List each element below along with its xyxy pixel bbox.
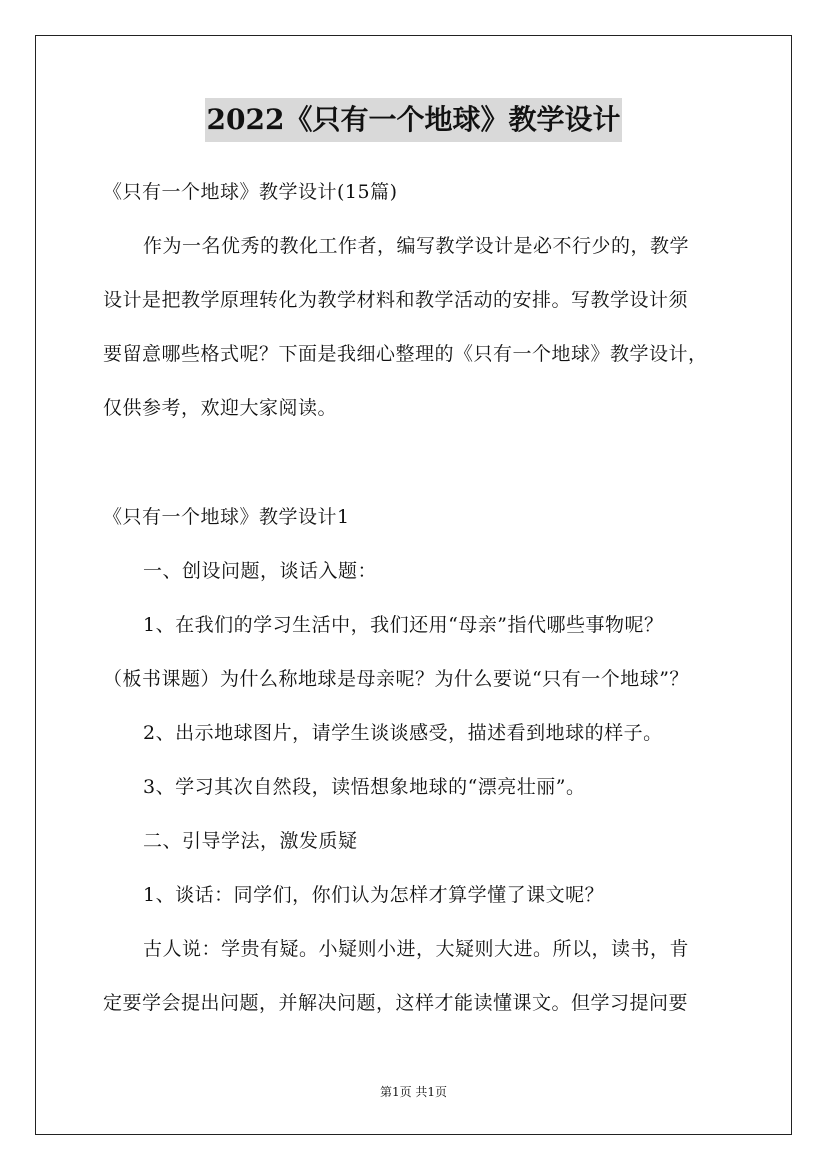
paragraph-line: 二、引导学法，激发质疑 <box>143 830 358 852</box>
paragraph-line: 1、在我们的学习生活中，我们还用“母亲”指代哪些事物呢？ <box>143 614 664 636</box>
paragraph-line: 定要学会提出问题，并解决问题，这样才能读懂课文。但学习提问要 <box>103 992 689 1014</box>
title-container <box>0 98 827 142</box>
paragraph-line: （板书课题）为什么称地球是母亲呢？为什么要说“只有一个地球”？ <box>103 668 689 690</box>
document-subtitle: 《只有一个地球》教学设计(15篇) <box>103 181 398 203</box>
page-footer: 第1页 共1页 <box>379 1085 448 1099</box>
paragraph-line: 作为一名优秀的教化工作者，编写教学设计是必不行少的，教学 <box>143 235 690 257</box>
paragraph-line: 一、创设问题，谈话入题： <box>143 560 378 582</box>
document-title: 2022《只有一个地球》教学设计 <box>205 98 623 142</box>
paragraph-line: 设计是把教学原理转化为教学材料和教学活动的安排。写教学设计须 <box>103 289 689 311</box>
paragraph-line: 1、谈话：同学们，你们认为怎样才算学懂了课文呢？ <box>143 884 605 906</box>
paragraph-line: 古人说：学贵有疑。小疑则小进，大疑则大进。所以，读书，肯 <box>143 938 690 960</box>
paragraph-line: 2、出示地球图片，请学生谈谈感受，描述看到地球的样子。 <box>143 722 663 744</box>
paragraph-line: 仅供参考，欢迎大家阅读。 <box>103 397 338 419</box>
section-heading: 《只有一个地球》教学设计1 <box>103 506 350 528</box>
paragraph-line: 3、学习其次自然段，读悟想象地球的“漂亮壮丽”。 <box>143 776 586 798</box>
paragraph-line: 要留意哪些格式呢？下面是我细心整理的《只有一个地球》教学设计， <box>103 343 708 365</box>
